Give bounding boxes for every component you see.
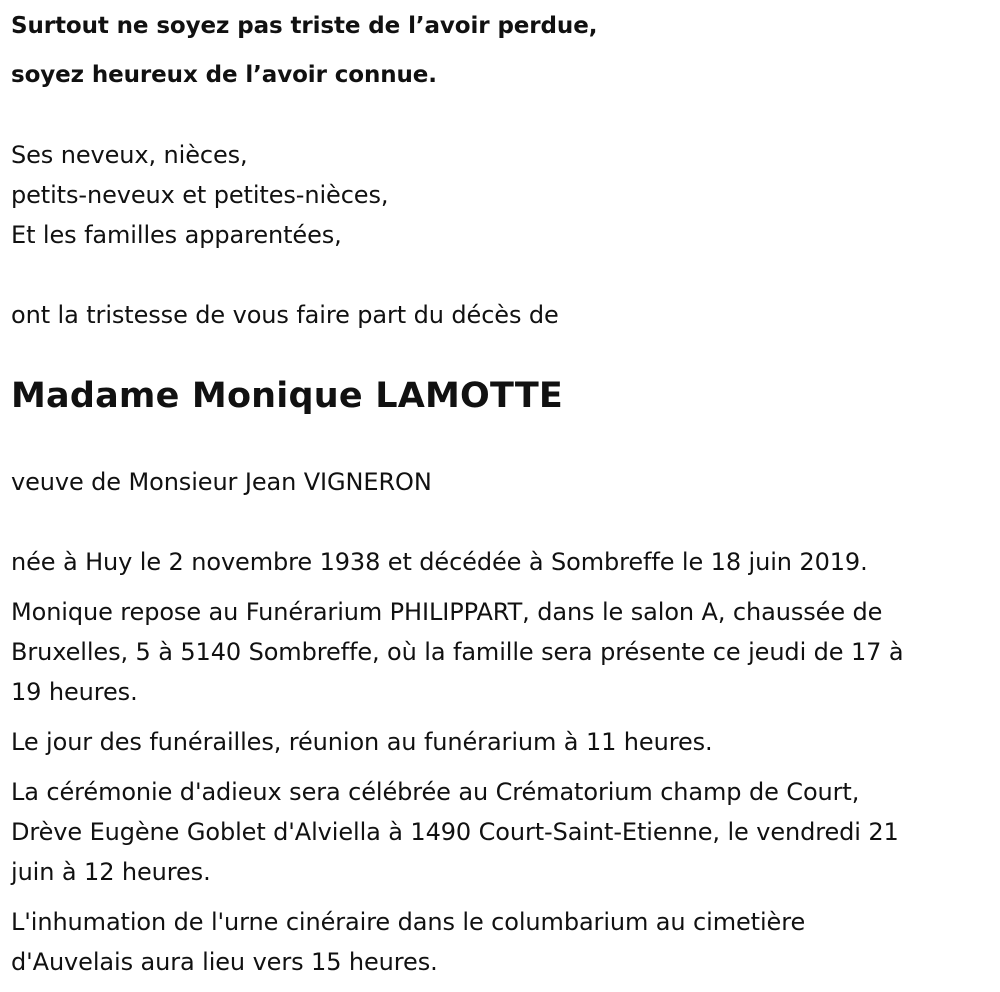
urn-line-2: d'Auvelais aura lieu vers 15 heures. [11,948,438,976]
meeting-text: Le jour des funérailles, réunion au funérarium à 11 heures. [11,728,713,756]
family-line-3: Et les familles apparentées, [11,221,342,249]
quote-line-1: Surtout ne soyez pas triste de l’avoir perdue, [11,13,598,39]
ceremony-line-1: La cérémonie d'adieux sera célébrée au Crématorium champ de Court, [11,778,860,806]
birth-death-text: née à Huy le 2 novembre 1938 et décédée à Sombreffe le 18 juin 2019. [11,548,868,576]
deceased-name: Madame Monique LAMOTTE [11,376,564,416]
urn-line-1: L'inhumation de l'urne cinéraire dans le columbarium au cimetière [11,908,806,936]
ceremony-line-2: Drève Eugène Goblet d'Alviella à 1490 Court-Saint-Etienne, le vendredi 21 [11,818,899,846]
rest-line-2: Bruxelles, 5 à 5140 Sombreffe, où la famille sera présente ce jeudi de 17 à [11,638,904,666]
spouse-text: veuve de Monsieur Jean VIGNERON [11,468,432,496]
ceremony-line-3: juin à 12 heures. [11,858,211,886]
family-line-2: petits-neveux et petites-nièces, [11,181,389,209]
quote-line-2: soyez heureux de l’avoir connue. [11,62,437,88]
rest-line-1: Monique repose au Funérarium PHILIPPART, dans le salon A, chaussée de [11,598,883,626]
rest-line-3: 19 heures. [11,678,138,706]
family-line-1: Ses neveux, nièces, [11,141,248,169]
announcement-text: ont la tristesse de vous faire part du décès de [11,301,559,329]
